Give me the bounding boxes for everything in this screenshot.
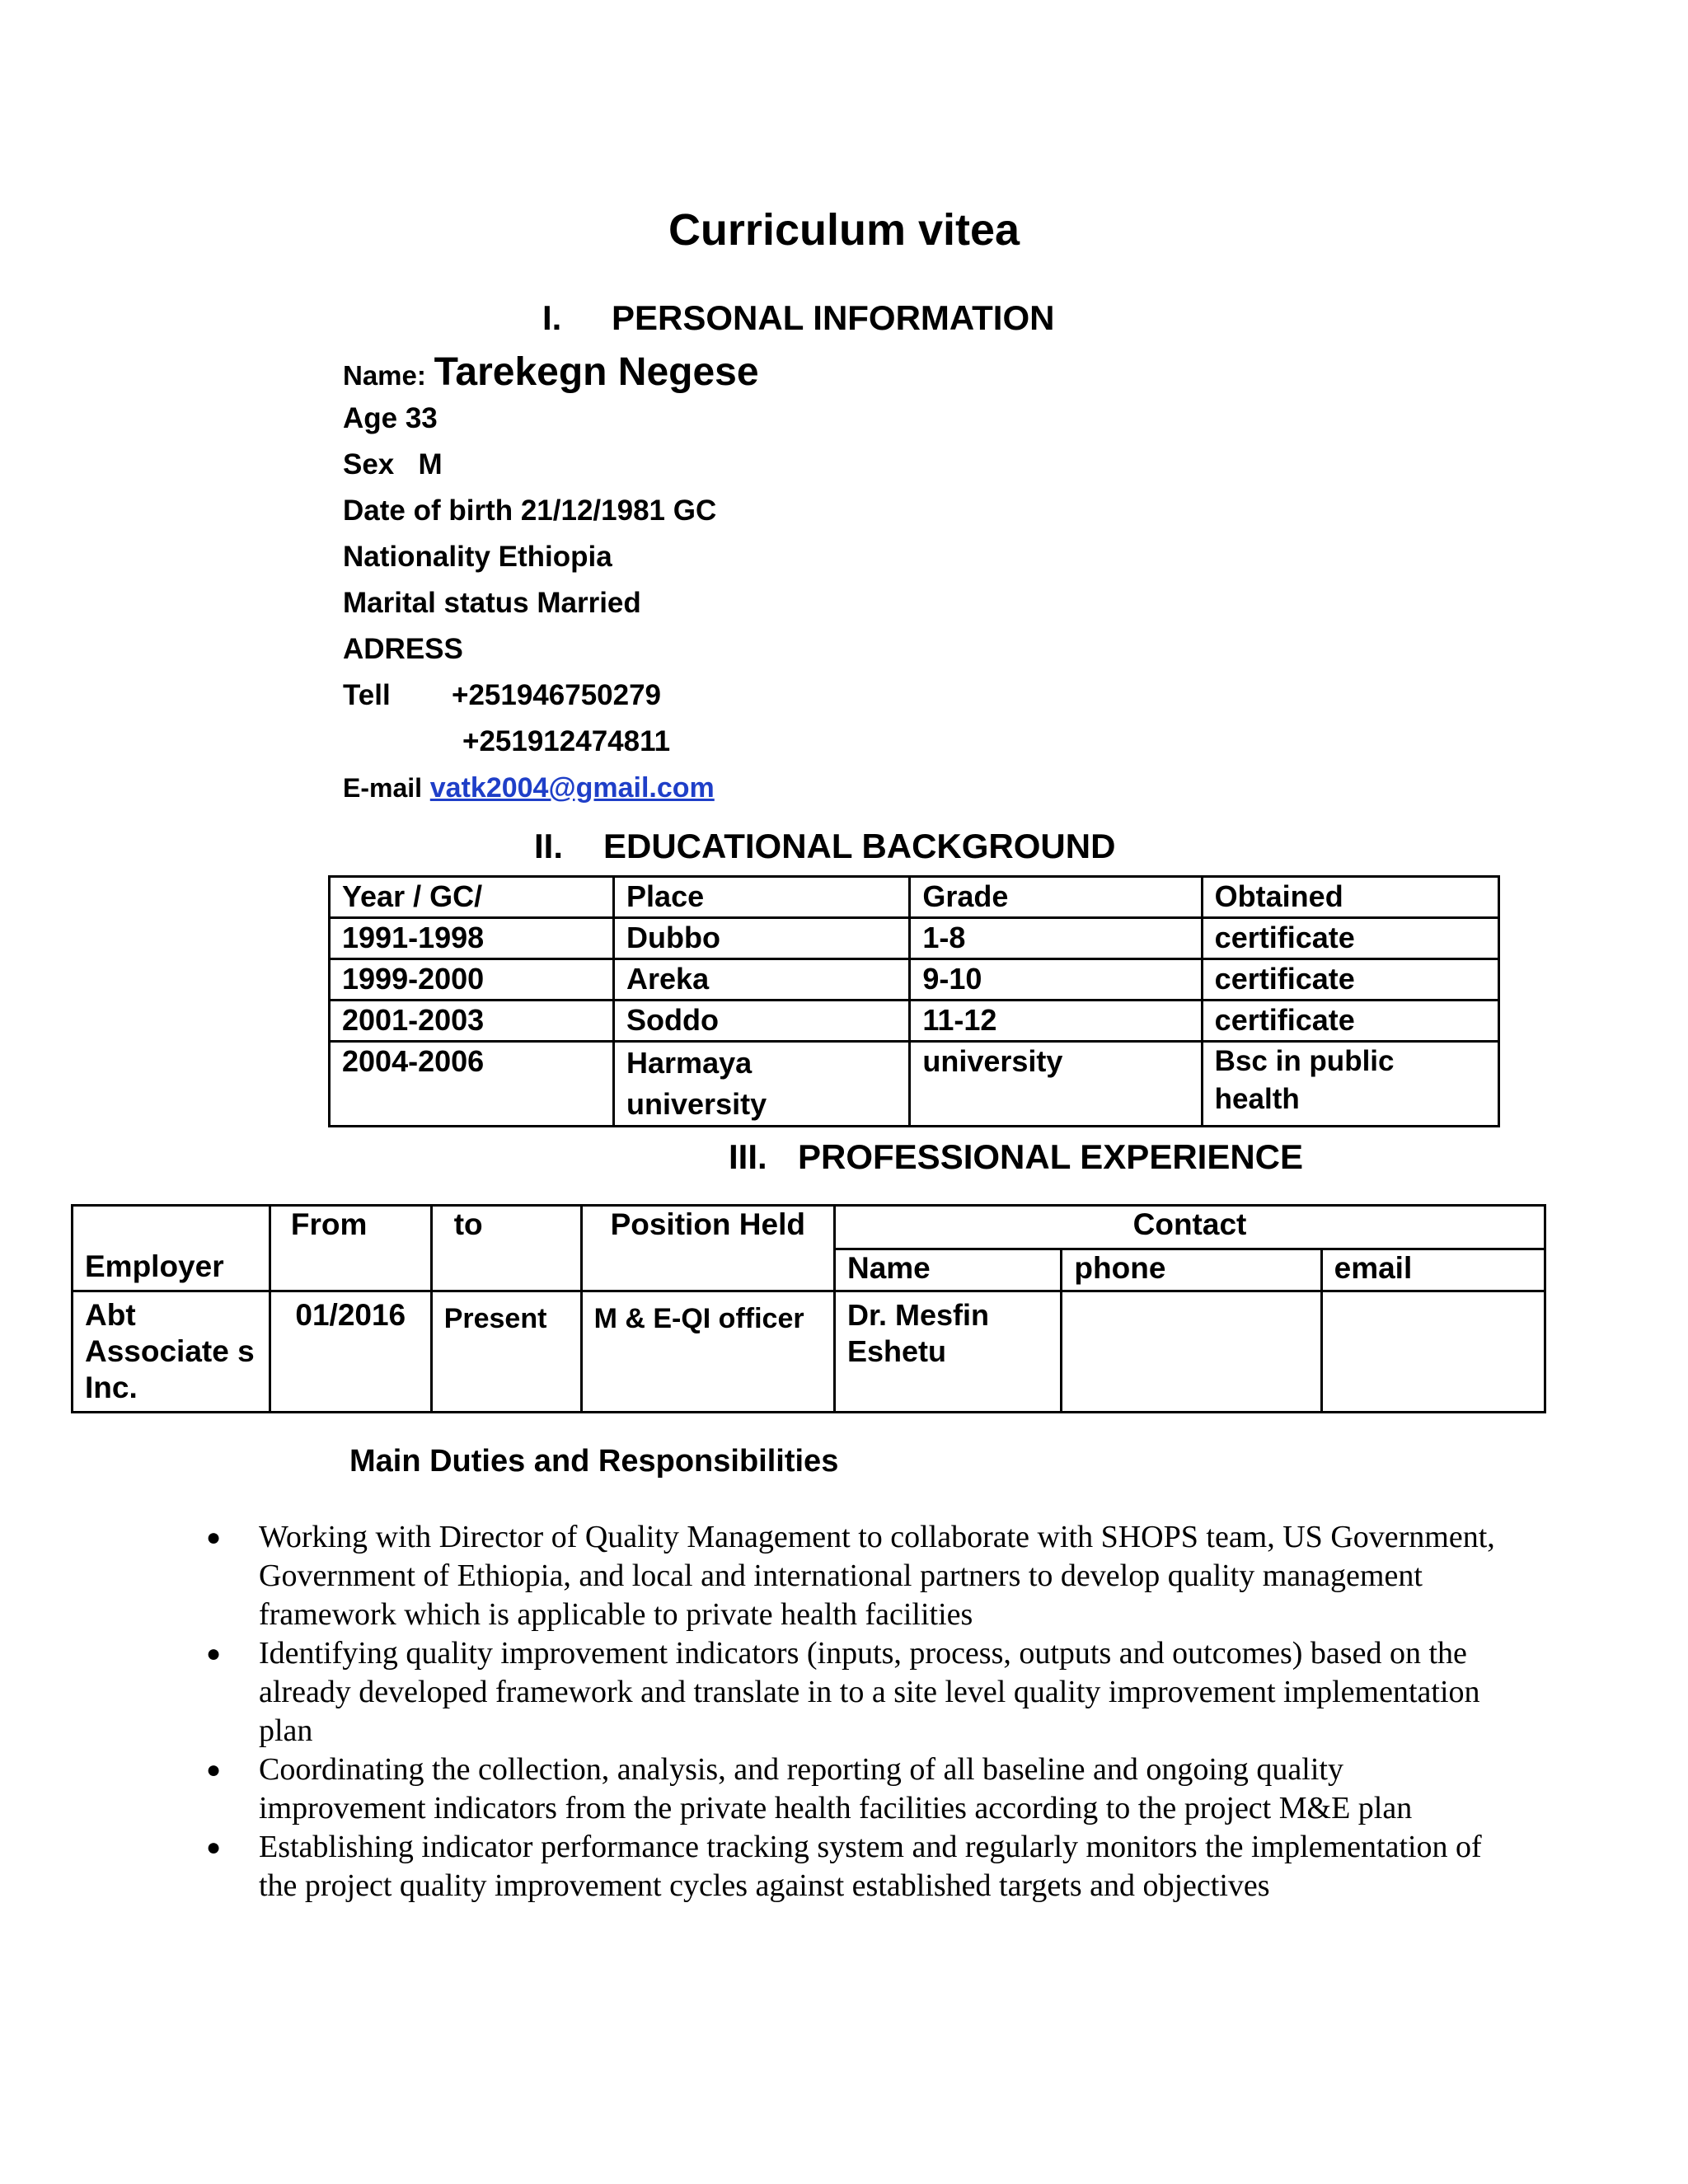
table-cell: 1-8 — [910, 918, 1202, 959]
email-label: E-mail — [343, 773, 423, 803]
bullet-icon: ● — [206, 1756, 222, 1783]
nationality-row: Nationality Ethiopia — [343, 541, 612, 573]
duty-text: Working with Director of Quality Management to collaborate with SHOPS team, US Government, Government of Ethiopia, and local and international partners to develop quality management framework which is applicable to private health facilities — [259, 1520, 1495, 1632]
address-row: ADRESS — [343, 633, 463, 665]
header-contact-phone: phone — [1062, 1249, 1321, 1291]
header-contact-email: email — [1321, 1249, 1545, 1291]
duty-text: Establishing indicator performance tracking system and regularly monitors the implementation of the project quality improvement cycles against established targets and objectives — [259, 1830, 1482, 1903]
header-position: Position Held — [581, 1206, 834, 1291]
section-label: PERSONAL INFORMATION — [612, 298, 1055, 337]
header-contact: Contact — [834, 1206, 1545, 1249]
section-label: PROFESSIONAL EXPERIENCE — [798, 1137, 1304, 1176]
table-row — [73, 1291, 1545, 1413]
header-from: From — [270, 1206, 431, 1291]
list-item — [195, 1518, 1497, 1634]
document-title: Curriculum vitea — [668, 205, 1020, 255]
position-cell: M & E-QI officer — [581, 1291, 834, 1413]
tell-label: Tell — [343, 679, 391, 711]
table-cell: 11-12 — [910, 1001, 1202, 1042]
section-experience-heading — [729, 1137, 1303, 1177]
section-label: EDUCATIONAL BACKGROUND — [603, 827, 1116, 865]
table-cell: Areka — [614, 959, 910, 1001]
section-education-heading — [534, 827, 1115, 866]
phone-1: +251946750279 — [452, 679, 662, 711]
table-cell: certificate — [1202, 959, 1498, 1001]
phone-2-row — [343, 719, 759, 765]
dob-row: Date of birth 21/12/1981 GC — [343, 494, 717, 527]
table-header-row — [73, 1206, 1545, 1249]
table-row — [330, 918, 1499, 959]
duties-title: Main Duties and Responsibilities — [349, 1444, 839, 1479]
table-row — [330, 1001, 1499, 1042]
to-cell: Present — [431, 1291, 581, 1413]
header-cell: Year / GC/ — [330, 877, 614, 918]
age-row: Age 33 — [343, 402, 438, 434]
table-cell: 9-10 — [910, 959, 1202, 1001]
name-row — [343, 349, 759, 396]
section-number: II. — [534, 827, 564, 865]
employer-cell: Abt Associate s Inc. — [73, 1291, 270, 1413]
contact-phone-cell — [1062, 1291, 1321, 1413]
bullet-icon: ● — [206, 1524, 222, 1551]
table-cell: 1991-1998 — [330, 918, 614, 959]
table-cell: 2004-2006 — [330, 1042, 614, 1127]
contact-name-cell: Dr. Mesfin Eshetu — [834, 1291, 1061, 1413]
sex-row: Sex M — [343, 448, 443, 480]
education-table — [328, 875, 1500, 1127]
header-cell: Obtained — [1202, 877, 1498, 918]
table-cell: Dubbo — [614, 918, 910, 959]
name-value: Tarekegn Negese — [434, 350, 759, 394]
table-cell: 2001-2003 — [330, 1001, 614, 1042]
email-row — [343, 765, 759, 811]
table-header-row — [330, 877, 1499, 918]
list-item — [195, 1828, 1497, 1905]
name-label: Name: — [343, 360, 426, 391]
header-employer: Employer — [73, 1206, 270, 1291]
list-item — [195, 1634, 1497, 1750]
table-row — [330, 1042, 1499, 1127]
table-cell: Harmaya university — [614, 1042, 910, 1127]
list-item — [195, 1750, 1497, 1828]
duty-text: Coordinating the collection, analysis, and reporting of all baseline and ongoing quality improvement indicators from the private health facilities according to the project M&E plan — [259, 1752, 1413, 1825]
bullet-icon: ● — [206, 1640, 222, 1667]
phone-2: +251912474811 — [462, 725, 671, 757]
email-link[interactable]: vatk2004@gmail.com — [429, 772, 715, 804]
header-to: to — [431, 1206, 581, 1291]
section-number: I. — [542, 298, 562, 337]
header-cell: Grade — [910, 877, 1202, 918]
table-cell: certificate — [1202, 918, 1498, 959]
section-personal-heading — [542, 298, 1054, 338]
table-row — [330, 959, 1499, 1001]
from-cell: 01/2016 — [270, 1291, 431, 1413]
table-cell: certificate — [1202, 1001, 1498, 1042]
table-cell: university — [910, 1042, 1202, 1127]
contact-email-cell — [1321, 1291, 1545, 1413]
table-cell: Bsc in public health — [1202, 1042, 1498, 1127]
table-cell: Soddo — [614, 1001, 910, 1042]
table-cell: 1999-2000 — [330, 959, 614, 1001]
header-contact-name: Name — [834, 1249, 1061, 1291]
tell-row — [343, 673, 759, 719]
marital-row: Marital status Married — [343, 587, 641, 619]
duties-list — [195, 1518, 1497, 1905]
bullet-icon: ● — [206, 1834, 222, 1861]
personal-info — [343, 349, 759, 811]
experience-table — [71, 1204, 1546, 1413]
duty-text: Identifying quality improvement indicators (inputs, process, outputs and outcomes) based on the already developed framework and translate in to a site level quality improvement implementation plan — [259, 1636, 1480, 1748]
section-number: III. — [729, 1137, 767, 1176]
header-cell: Place — [614, 877, 910, 918]
